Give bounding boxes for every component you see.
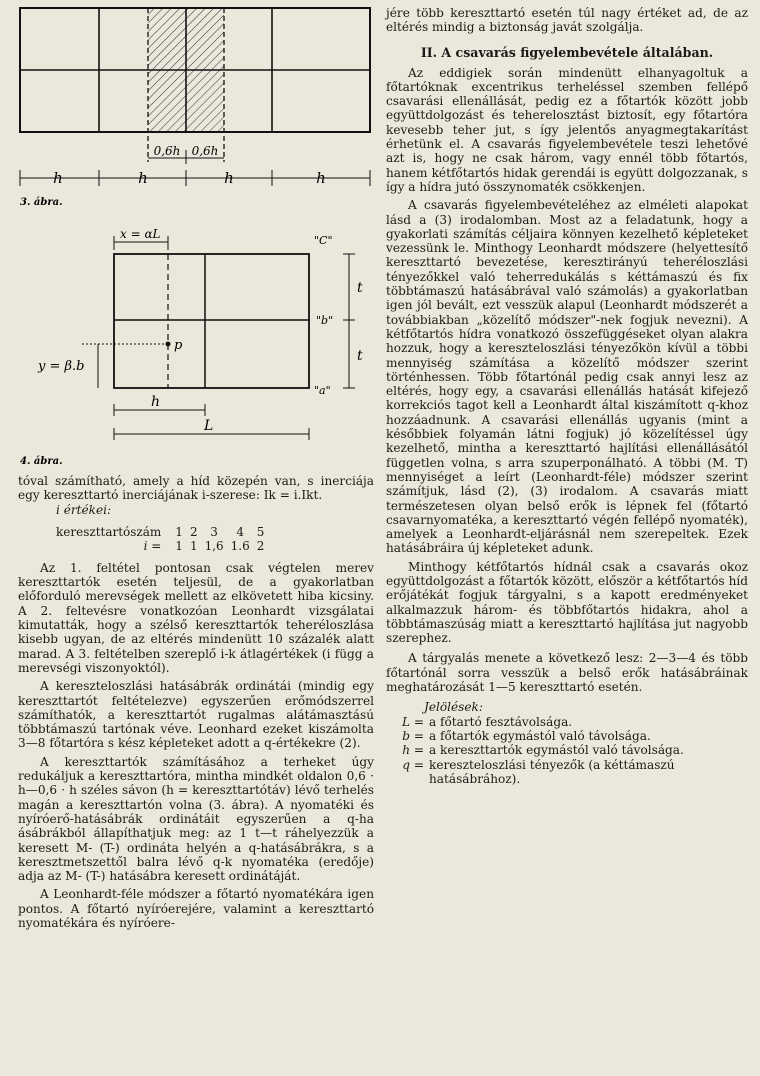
left-paragraph-5: A Leonhardt-féle módszer a főtartó nyomatékára igen pontos. A főtartó nyíróerejére, valamint a kereszttartó nyomatékára és nyíróere- bbox=[18, 887, 374, 931]
dim-small-1: 0,6h bbox=[153, 144, 181, 158]
notation-symbol: h = bbox=[402, 743, 424, 758]
right-column bbox=[386, 0, 748, 786]
table-cell: 2 bbox=[189, 524, 198, 539]
notation-definition: kereszteloszlási tényezők (a kéttámaszú hatásábrához). bbox=[429, 757, 675, 786]
figure-3-label: 3. ábra. bbox=[20, 197, 63, 208]
table-cell: 4 bbox=[236, 524, 245, 539]
left-paragraph-1: tóval számítható, amely a híd közepén van, s inerciája egy kereszttartó inerciájának i-szerese: Ik = i.Ikt. bbox=[18, 474, 374, 503]
table-row2-label: i = bbox=[143, 538, 162, 553]
l-label: L bbox=[204, 418, 214, 434]
section-heading: II. A csavarás figyelembevétele általában. bbox=[420, 44, 714, 60]
left-paragraph-4: A kereszttartók számításához a terheket úgy redukáljuk a kereszttartóra, mintha mindkét oldalon 0,6 · h—0,6 · h széles sávon (h = kereszttartótáv) lévő terhelés magán a kereszttartón volna (3. ábra). A nyomatéki és nyíróerő-hatásábrák ordinátáit egyszerűen a q-ha ásábrákból állapíthatjuk meg: az 1 t—t ráhelyezzük a keresett M- (T-) ordináta helyén a q-hatásábrákra, s a keresztmetszettől balra lévő q-k nyomatéka (eredője) adja az M- (T-) hatásábra keresett ordinátáját. bbox=[18, 754, 374, 884]
notation-list bbox=[386, 715, 748, 786]
figure-4-drawing bbox=[18, 210, 374, 472]
notation-definition: a főtartók egymástól való távolsága. bbox=[429, 728, 651, 743]
dim-h-1: h bbox=[53, 169, 63, 187]
dim-h-2: h bbox=[138, 169, 148, 187]
right-paragraph-2: A csavarás figyelembevételéhez az elméleti alapokat lásd a (3) irodalomban. Most az a feladatunk, hogy a gyakorlati számítás céljaira könnyen kezelhető képleteket vezessünk le. Minthogy Leonhardt módszere (helyettesítő kereszttartó bevezetése, keresztirányú teheréloszlási tényezőkkel való teherredukálás s kéttámaszú és fix többtámaszú hatásábrával való számolás) a gyakorlatban igen jól bevált, ezt vesszük alapul (Leonhardt módszerét a továbbiakban „közelítő módszer"-nek fogjuk nevezni). A kétfőtartós hídra vonatkozó összefüggéseket olyan alakra hozzuk, hogy a kereszteloszlási tényezőkön kívül a többi mennyiség számítása a közelítő módszer szerint történhessen. Több főtartónál pedig csak annyi lesz az eltérés, hogy egy, a csavarási ellenállás hatását kifejező korrekciós tagot kell a Leonhardt által kiszámított q-khoz hozzáadnunk. A csavarási ellenállás ugyanis (mint a későbbiek folyamán látni fogjuk) jó közelítéssel úgy kezelhető, mintha a kereszttartó hajlítási ellenállásától független volna, s arra szuperponálható. A többi (M. T) mennyiséget a leírt (Leonhardt-féle) módszer szerint számítjuk, lásd (2), (3) irodalom. A csavarás miatt természetesen olyan belső erők is lépnek fel (főtartó csavarnyomatéka, a kereszttartó végén fellépő nyomaték), amelyek a Leonhardt-eljárásnál nem szerepeltek. Ezek hatásábráira új képleteket adunk. bbox=[386, 198, 748, 556]
notation-symbol: q = bbox=[402, 757, 424, 772]
a-label: "a" bbox=[314, 384, 331, 397]
table-row1-label: kereszttartószám bbox=[56, 524, 162, 539]
c-label: "C" bbox=[314, 234, 333, 247]
table-cell: 3 bbox=[210, 524, 218, 539]
right-paragraph-4: A tárgyalás menete a következő lesz: 2—3—4 és több főtartónál sorra vesszük a belső erők hatásábráinak meghatározását 1—5 kereszttartó esetén. bbox=[386, 651, 748, 695]
table-cell: 5 bbox=[256, 524, 265, 539]
table-cell: 1,6 bbox=[204, 538, 224, 553]
notation-item bbox=[386, 729, 748, 743]
p-label: p bbox=[174, 338, 183, 353]
right-paragraph-1: Az eddigiek során mindenütt elhanyagoltuk a főtartóknak excentrikus terheléssel szemben fellépő csavarási ellenállását, pedig ez a főtartók között jobb együttdolgozást és teherelosztást biztosít, egy főtartóra kevesebb teher jut, s így jelentős anyagmegtakarítást érhetünk el. A csavarás figyelembevétele teszi lehetővé azt is, hogy ne csak három, vagy ennél több főtartós, hanem kétfőtartós hidak gerendái is együtt dolgozzanak, s így a hídra jutó összynomaték csökkenjen. bbox=[386, 65, 748, 194]
y-label: y = β.b bbox=[38, 359, 85, 374]
notation-symbol: b = bbox=[402, 728, 424, 743]
notation-definition: a főtartó fesztávolsága. bbox=[429, 714, 573, 729]
x-label: x = αL bbox=[120, 227, 161, 241]
figure-4 bbox=[18, 210, 374, 472]
left-paragraph-3: A kereszteloszlási hatásábrák ordinátái (mindig egy kereszttartót feltételezve) egyszerűen erőmódszerrel számíthatók, a kereszttartót rugalmas alátámasztású többtámaszú tartónak véve. Leonhard ezeket kiszámolta 3—8 főtartóra s kész képleteket adott a q-értékekre (2). bbox=[18, 679, 374, 751]
t-bottom-label: t bbox=[357, 348, 363, 364]
table-cell: 1 bbox=[189, 538, 198, 553]
left-paragraph-2: Az 1. feltétel pontosan csak végtelen merev kereszttartók esetén teljesül, de a gyakorlatban előforduló merevségek mellett az elkövetett hiba kicsiny. A 2. feltevésre vonatkozóan Leonhardt vizsgálatai kimutatták, hogy a szélső kereszttartók teheréloszlása kisebb ugyan, de az eltérés mindenütt 10 százalék alatt marad. A 3. feltételben szereplő i-k átlagértékek (i függ a merevségi viszonyoktól). bbox=[18, 560, 374, 675]
b-label: "b" bbox=[316, 314, 334, 327]
table-cell: 1 bbox=[175, 538, 183, 553]
dim-h-3: h bbox=[224, 169, 234, 187]
cross-beam-table bbox=[56, 525, 271, 553]
left-column bbox=[18, 0, 374, 930]
table-row bbox=[56, 525, 271, 539]
notation-definition: a kereszttartók egymástól való távolsága. bbox=[429, 743, 684, 758]
table-cell: 1.6 bbox=[230, 538, 250, 553]
figure-3 bbox=[18, 0, 374, 210]
table-cell: 2 bbox=[256, 538, 265, 553]
dim-small-2: 0,6h bbox=[191, 144, 219, 158]
figure-4-label: 4. ábra. bbox=[20, 456, 63, 467]
right-paragraph-3: Minthogy kétfőtartós hídnál csak a csavarás okoz együttdolgozást a főtartók között, először a kétfőtartós híd erőjátékát fogjuk tárgyalni, s a kapott eredményeket alkalmazzuk három- és többfőtartós hidakra, ahol a többtámaszúság miatt a kereszttartó hajlítása jut nagyobb szerephez. bbox=[386, 559, 748, 646]
notation-item bbox=[386, 743, 748, 757]
figure-3-drawing bbox=[18, 0, 374, 210]
left-paragraph-1b: i értékei: bbox=[56, 502, 112, 517]
dim-h-4: h bbox=[316, 169, 326, 187]
notation-symbol: L = bbox=[401, 714, 424, 729]
plan-outline bbox=[114, 254, 309, 388]
table-row bbox=[56, 539, 271, 553]
notation-item bbox=[386, 715, 748, 729]
notation-item bbox=[386, 758, 748, 787]
h-label: h bbox=[151, 394, 161, 410]
table-cell: 1 bbox=[175, 524, 183, 539]
notation-title: Jelölések: bbox=[424, 700, 483, 715]
t-top-label: t bbox=[357, 280, 363, 296]
right-paragraph-0: jére több kereszttartó esetén túl nagy értéket ad, de az eltérés mindig a biztonság javát szolgálja. bbox=[386, 6, 748, 35]
